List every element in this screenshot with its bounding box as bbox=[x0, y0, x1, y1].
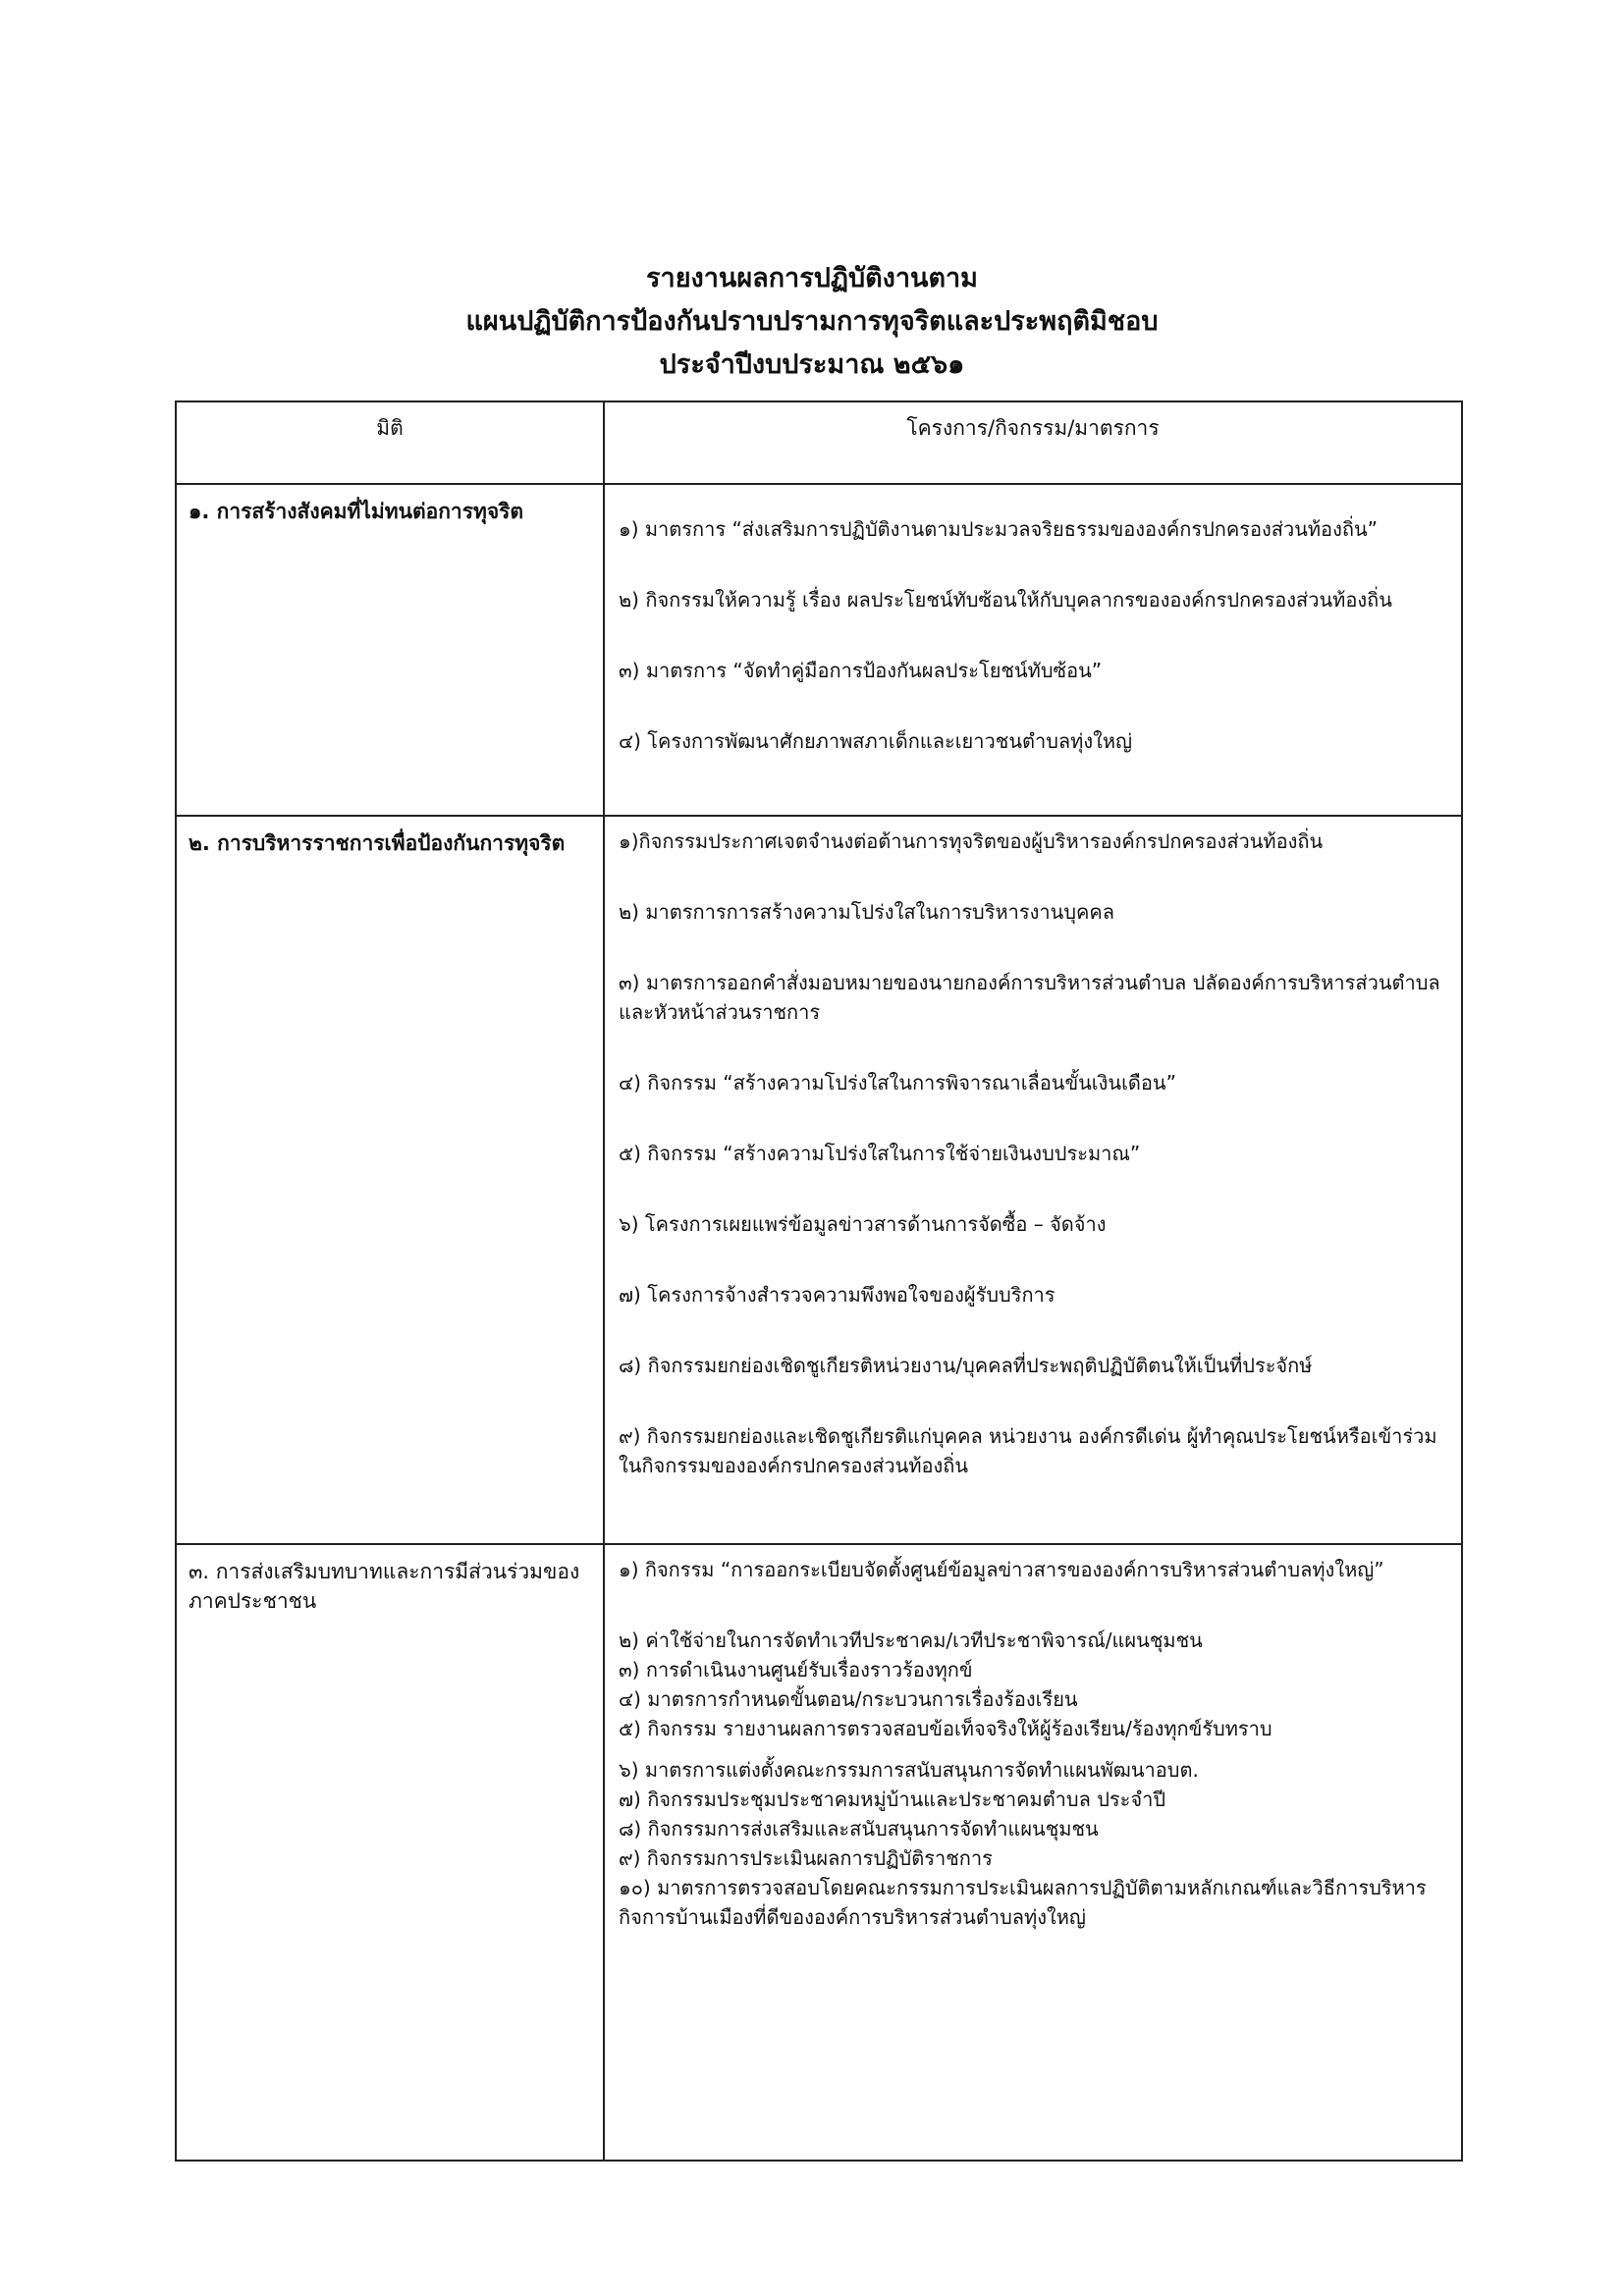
list-item: ๙) กิจกรรมการประเมินผลการปฏิบัติราชการ bbox=[619, 1846, 993, 1870]
list-item: ๕) กิจกรรม “สร้างความโปร่งใสในการใช้จ่ายเงินงบประมาณ” bbox=[619, 1142, 1141, 1165]
list-item: ๓) การดำเนินงานศูนย์รับเรื่องราวร้องทุกข์ bbox=[619, 1658, 973, 1682]
list-item: ๗) โครงการจ้างสำรวจความพึงพอใจของผู้รับบริการ bbox=[619, 1283, 1056, 1307]
dimension-cell bbox=[176, 816, 604, 1544]
column-header-dimension: มิติ bbox=[176, 401, 604, 484]
list-item: ๕) กิจกรรม รายงานผลการตรวจสอบข้อเท็จจริงให้ผู้ร้องเรียน/ร้องทุกข์รับทราบ bbox=[619, 1717, 1272, 1740]
table-row bbox=[176, 1544, 1462, 2161]
list-item: ๒) มาตรการการสร้างความโปร่งใสในการบริหารงานบุคคล bbox=[619, 900, 1115, 924]
table-row bbox=[176, 816, 1462, 1544]
list-item: ๙) กิจกรรมยกย่องและเชิดชูเกียรติแก่บุคคล หน่วยงาน องค์กรดีเด่น ผู้ทำคุณประโยชน์หรือเข้าร่วมในกิจกรรมขององค์กรปกครองส่วนท้องถิ่น bbox=[619, 1424, 1437, 1477]
list-item: ๔) โครงการพัฒนาศักยภาพสภาเด็กและเยาวชนตำบลทุ่งใหญ่ bbox=[619, 729, 1133, 753]
list-item: ๑) กิจกรรม “การออกระเบียบจัดตั้งศูนย์ข้อมูลข่าวสารขององค์การบริหารส่วนตำบลทุ่งใหญ่” bbox=[619, 1558, 1384, 1581]
list-item: ๑) มาตรการ “ส่งเสริมการปฏิบัติงานตามประมวลจริยธรรมขององค์กรปกครองส่วนท้องถิ่น” bbox=[619, 517, 1378, 541]
list-item: ๖) โครงการเผยแพร่ข้อมูลข่าวสารด้านการจัดซื้อ – จัดจ้าง bbox=[619, 1212, 1107, 1236]
items-cell bbox=[604, 1544, 1462, 2161]
list-item: ๘) กิจกรรมการส่งเสริมและสนับสนุนการจัดทำแผนชุมชน bbox=[619, 1817, 1099, 1841]
items-cell bbox=[604, 484, 1462, 816]
list-item: ๔) มาตรการกำหนดขั้นตอน/กระบวนการเรื่องร้องเรียน bbox=[619, 1687, 1078, 1711]
list-item: ๒) ค่าใช้จ่ายในการจัดทำเวทีประชาคม/เวทีประชาพิจารณ์/แผนชุมชน bbox=[619, 1629, 1203, 1652]
title-line-1: รายงานผลการปฏิบัติงานตาม bbox=[646, 263, 978, 294]
report-title bbox=[0, 257, 1624, 387]
list-item: ๑)กิจกรรมประกาศเจตจำนงต่อต้านการทุจริตของผู้บริหารองค์กรปกครองส่วนท้องถิ่น bbox=[619, 829, 1324, 853]
list-item: ๓) มาตรการออกคำสั่งมอบหมายของนายกองค์การบริหารส่วนตำบล ปลัดองค์การบริหารส่วนตำบล และหัวหน้าส่วนราชการ bbox=[619, 971, 1440, 1024]
list-item: ๖) มาตรการแต่งตั้งคณะกรรมการสนับสนุนการจัดทำแผนพัฒนาอบต. bbox=[619, 1758, 1199, 1782]
title-line-3: ประจำปีงบประมาณ ๒๕๖๑ bbox=[659, 349, 965, 380]
list-item: ๔) กิจกรรม “สร้างความโปร่งใสในการพิจารณาเลื่อนขั้นเงินเดือน” bbox=[619, 1071, 1176, 1095]
table-row bbox=[176, 484, 1462, 816]
list-item: ๓) มาตรการ “จัดทำคู่มือการป้องกันผลประโยชน์ทับซ้อน” bbox=[619, 659, 1103, 682]
title-line-2: แผนปฏิบัติการป้องกันปราบปรามการทุจริตและประพฤติมิชอบ bbox=[465, 306, 1159, 337]
dimension-label: ๑. การสร้างสังคมที่ไม่ทนต่อการทุจริต bbox=[189, 500, 524, 523]
dimension-label: ๒. การบริหารราชการเพื่อป้องกันการทุจริต bbox=[189, 831, 566, 855]
list-item: ๒) กิจกรรมให้ความรู้ เรื่อง ผลประโยชน์ทับซ้อนให้กับบุคลากรขององค์กรปกครองส่วนท้องถิ่น bbox=[619, 588, 1392, 612]
plan-table bbox=[175, 400, 1463, 2162]
items-cell bbox=[604, 816, 1462, 1544]
table-header-row bbox=[176, 401, 1462, 484]
list-item: ๑๐) มาตรการตรวจสอบโดยคณะกรรมการประเมินผลการปฏิบัติตามหลักเกณฑ์และวิธีการบริหารกิจการบ้านเมืองที่ดีขององค์การบริหารส่วนตำบลทุ่งใหญ่ bbox=[619, 1876, 1427, 1929]
list-item: ๘) กิจกรรมยกย่องเชิดชูเกียรติหน่วยงาน/บุคคลที่ประพฤติปฏิบัติตนให้เป็นที่ประจักษ์ bbox=[619, 1354, 1313, 1377]
dimension-label: ๓. การส่งเสริมบทบาทและการมีส่วนร่วมของภาคประชาชน bbox=[189, 1560, 580, 1613]
dimension-cell bbox=[176, 1544, 604, 2161]
dimension-cell bbox=[176, 484, 604, 816]
list-item: ๗) กิจกรรมประชุมประชาคมหมู่บ้านและประชาคมตำบล ประจำปี bbox=[619, 1788, 1166, 1811]
column-header-projects: โครงการ/กิจกรรม/มาตรการ bbox=[604, 401, 1462, 484]
